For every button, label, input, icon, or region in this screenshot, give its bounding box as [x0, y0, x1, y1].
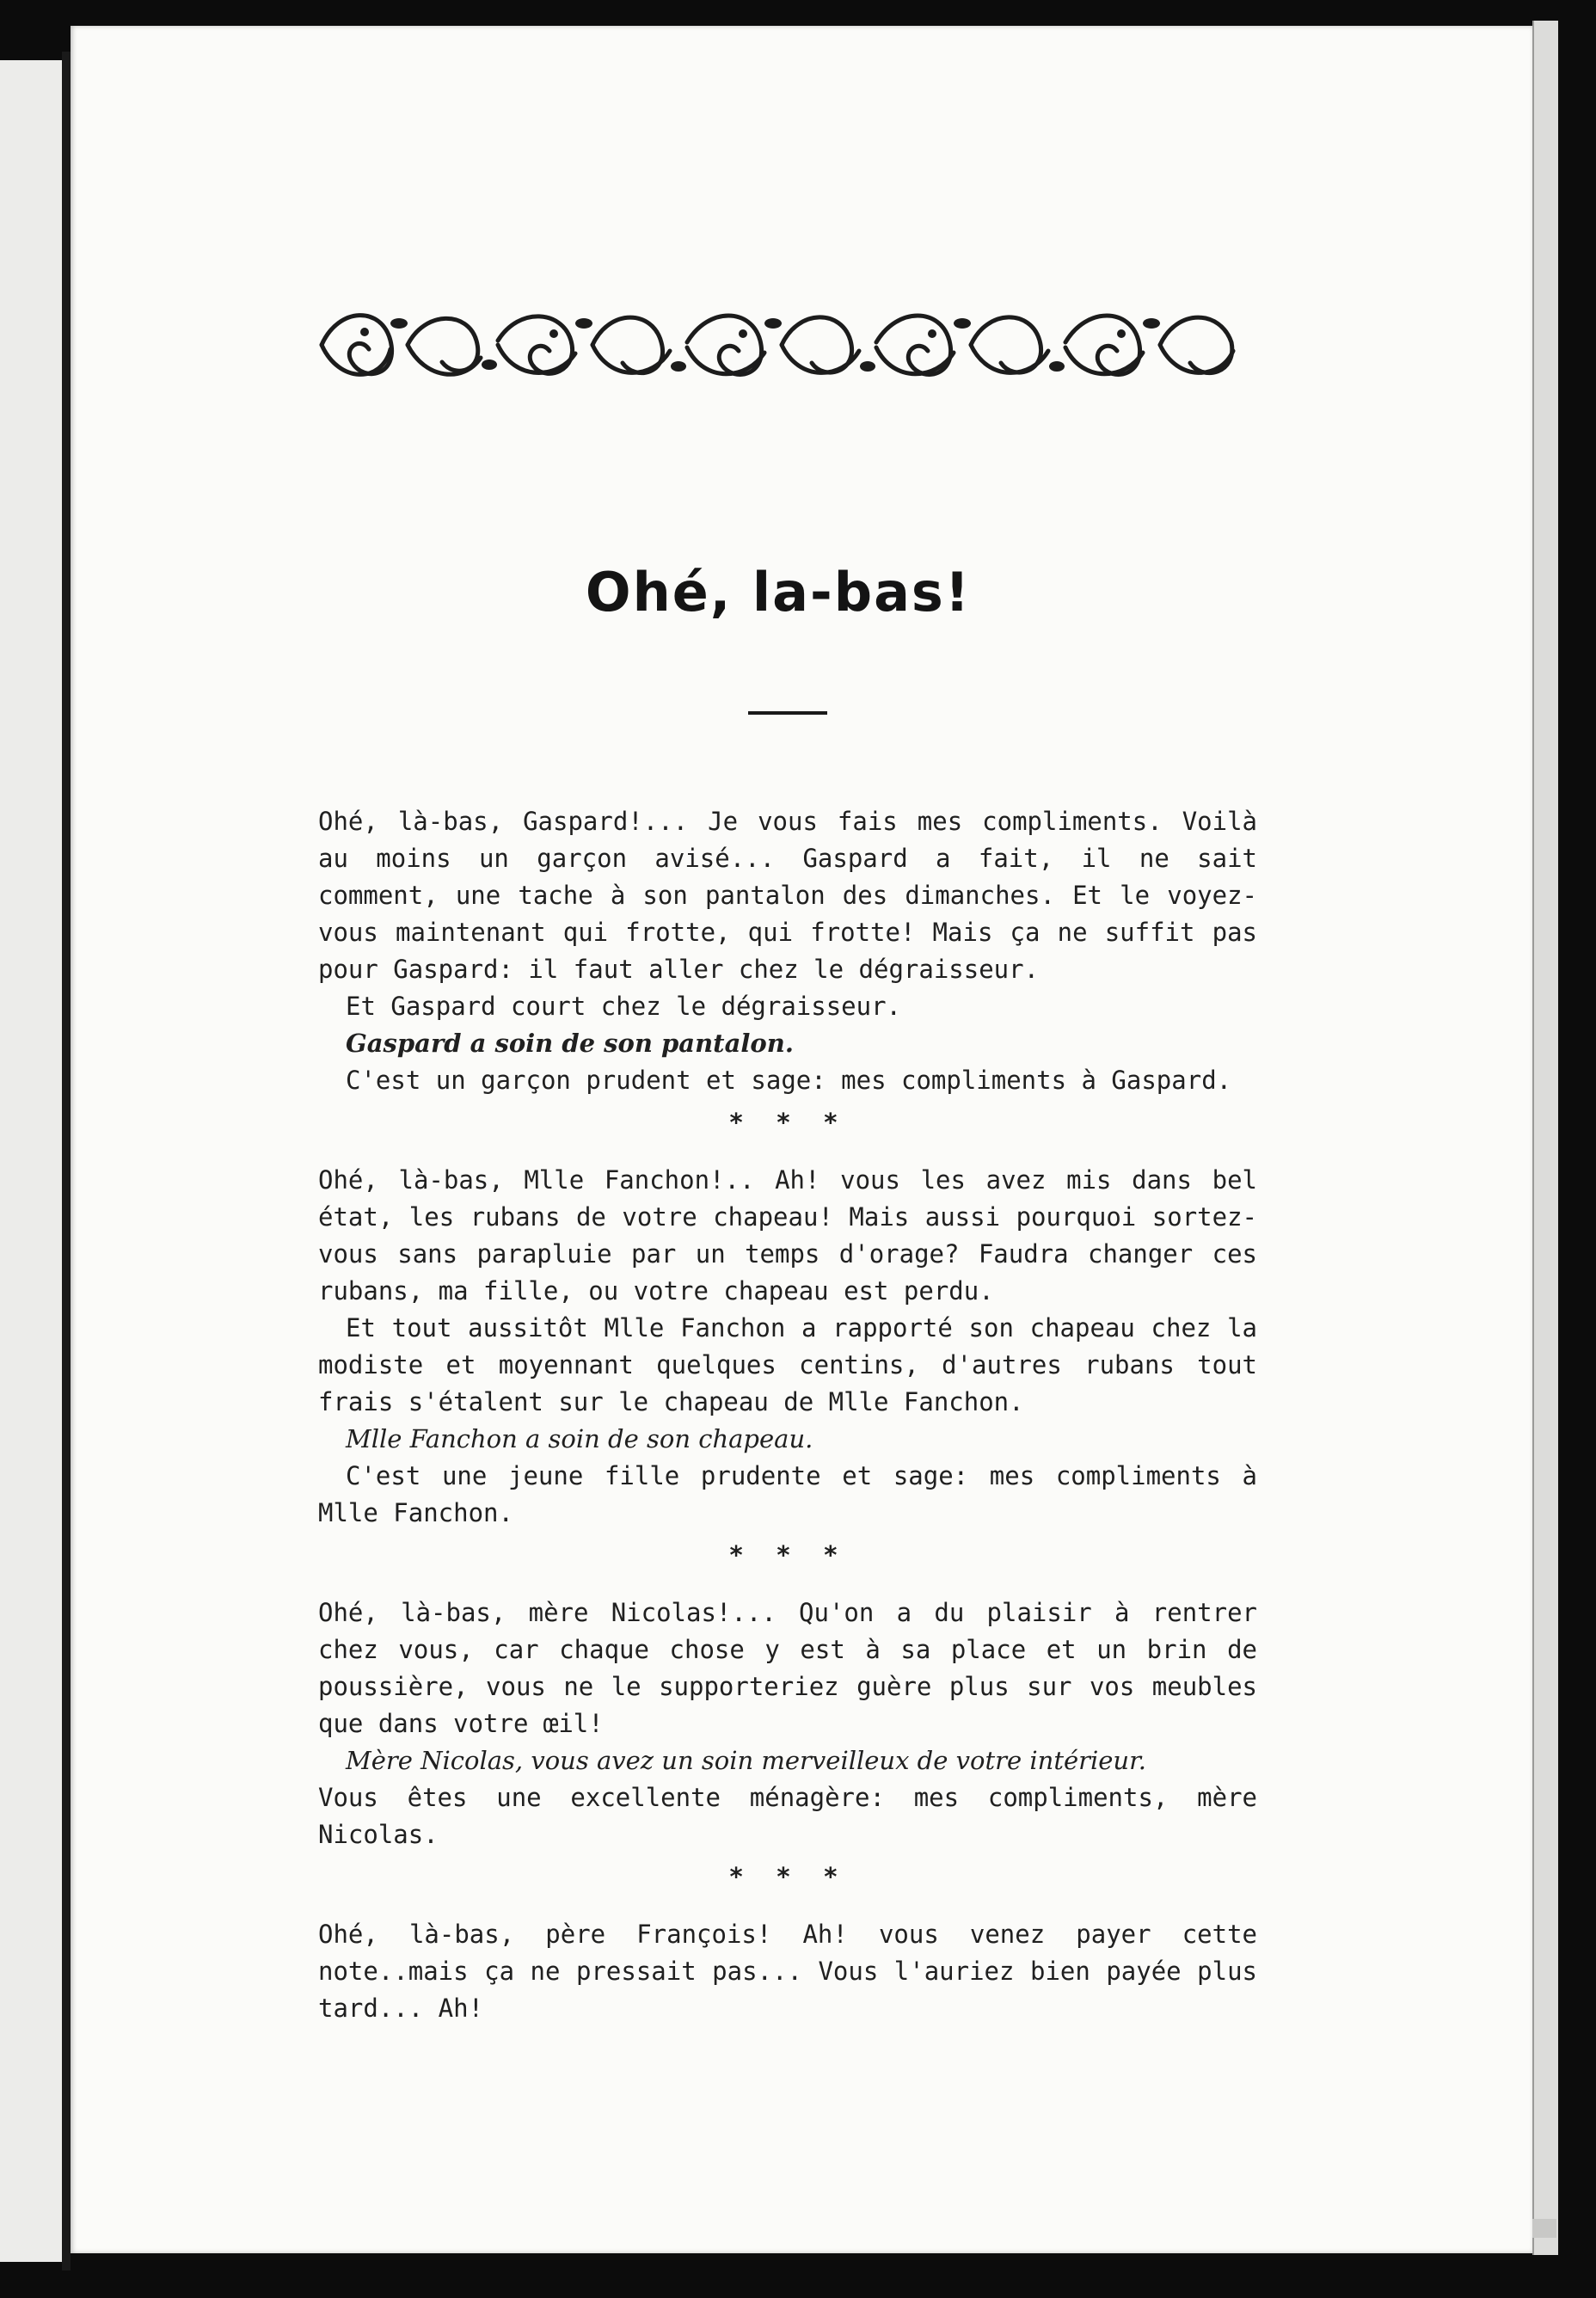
italic-moral: Mlle Fanchon a soin de son chapeau.	[346, 1424, 813, 1453]
paragraph: Et tout aussitôt Mlle Fanchon a rapporté son chapeau chez la modiste et moyennant quelques centins, d'autres rubans tout frais s'étalent sur le chapeau de Mlle Fanchon.	[318, 1313, 1257, 1416]
paragraph: Ohé, là-bas, mère Nicolas!... Qu'on a du plaisir à rentrer chez vous, car chaque chose y est à sa place et un brin de poussière, vous ne le supporteriez guère plus sur vos meubles que dans votre œil!	[318, 1598, 1257, 1738]
paragraph: C'est une jeune fille prudente et sage: mes compliments à Mlle Fanchon.	[318, 1461, 1257, 1527]
facing-page-edge	[0, 60, 62, 2262]
paragraph: Ohé, là-bas, père François! Ah! vous venez payer cette note..mais ça ne pressait pas... Vous l'auriez bien payée plus tard... Ah!	[318, 1920, 1257, 2023]
italic-moral: Gaspard a soin de son pantalon.	[346, 1029, 794, 1058]
book-gutter	[62, 52, 71, 2270]
section-separator: * * *	[728, 1540, 847, 1570]
paragraph: C'est un garçon prudent et sage: mes compliments à Gaspard.	[346, 1066, 1232, 1095]
paragraph: Et Gaspard court chez le dégraisseur.	[346, 992, 902, 1021]
paragraph: Vous êtes une excellente ménagère: mes compliments, mère Nicolas.	[318, 1783, 1257, 1849]
floral-headpiece-ornament	[313, 298, 1242, 392]
body-text	[318, 803, 1257, 2027]
paragraph: Ohé, là-bas, Gaspard!... Je vous fais mes compliments. Voilà au moins un garçon avisé... Gaspard a fait, il ne sait comment, une tache à son pantalon des dimanches. Et le voyez-vous maintenant qui frotte, qui frotte! Mais ça ne suffit pas pour Gaspard: il faut aller chez le dégraisseur.	[318, 807, 1257, 984]
section-separator: * * *	[728, 1108, 847, 1137]
paragraph: Ohé, là-bas, Mlle Fanchon!.. Ah! vous les avez mis dans bel état, les rubans de votre chapeau! Mais aussi pourquoi sortez-vous sans parapluie par un temps d'orage? Faudra changer ces rubans, ma fille, ou votre chapeau est perdu.	[318, 1165, 1257, 1306]
italic-moral: Mère Nicolas, vous avez un soin merveilleux de votre intérieur.	[346, 1746, 1147, 1775]
page-title: Ohé, la-bas!	[585, 561, 972, 624]
page-stack-edge	[1532, 21, 1558, 2255]
title-underline-rule	[748, 711, 827, 715]
section-separator: * * *	[728, 1862, 847, 1891]
